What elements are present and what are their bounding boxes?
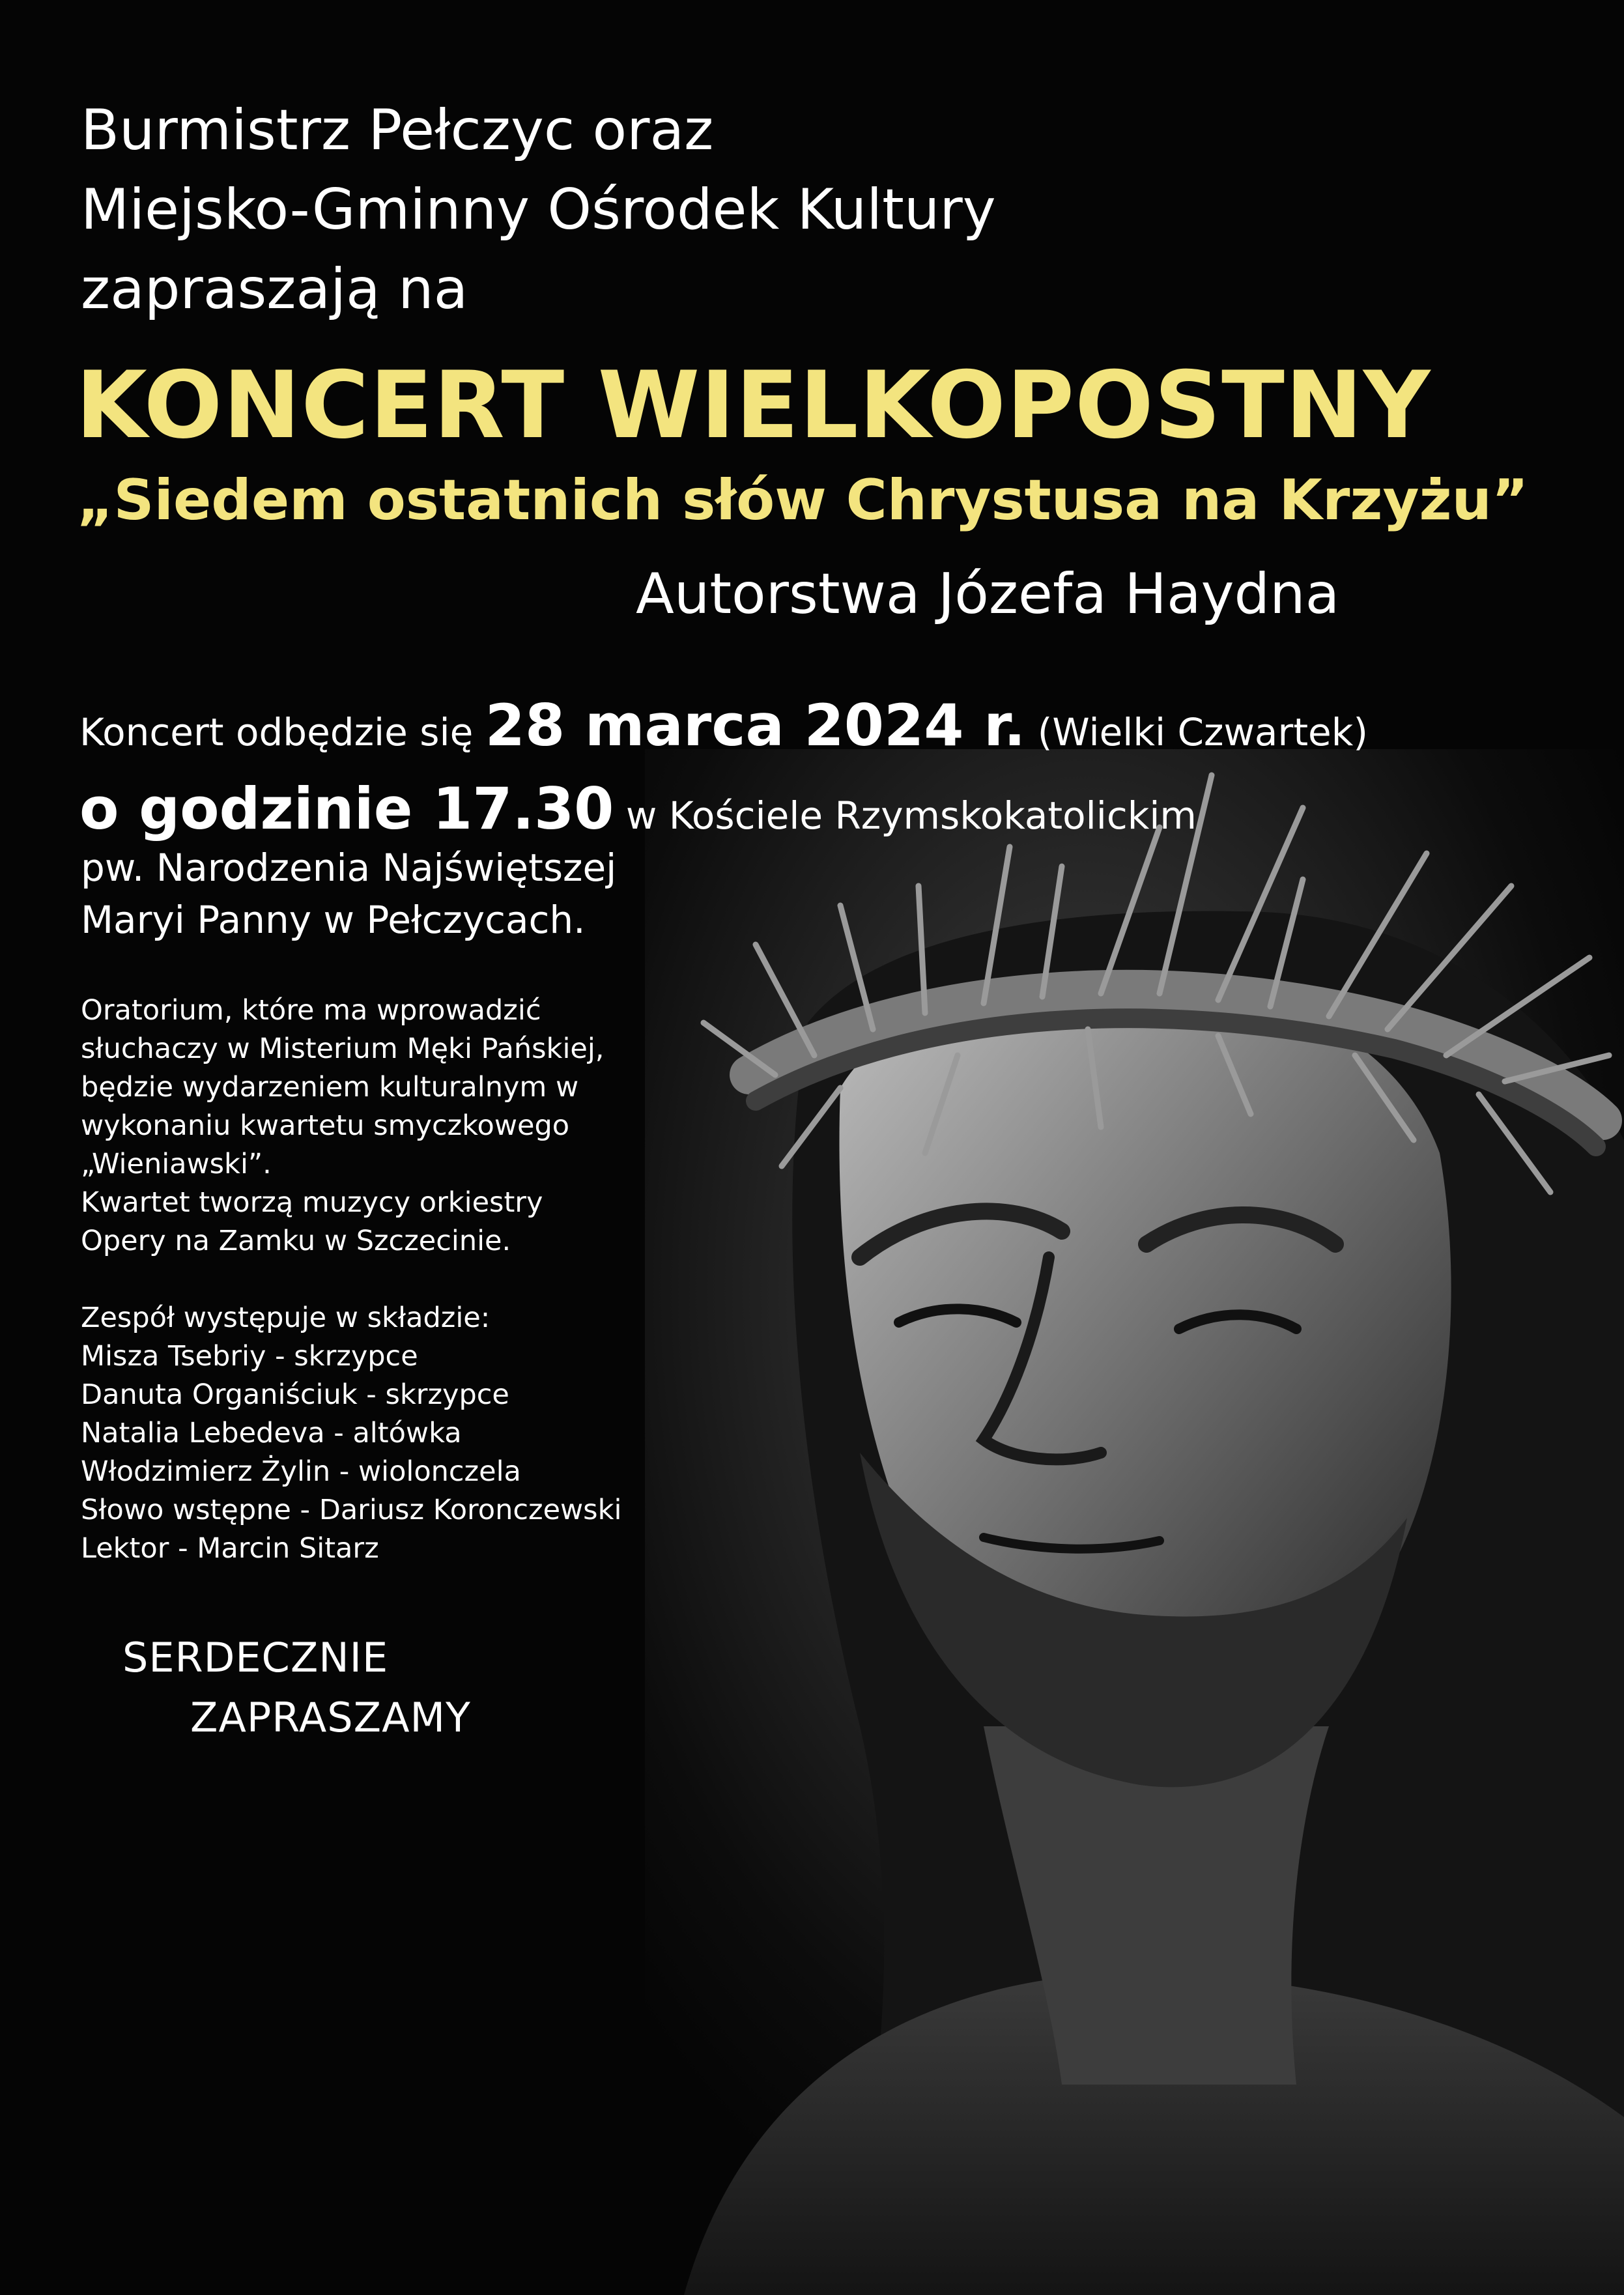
description-line: wykonaniu kwartetu smyczkowego xyxy=(81,1109,570,1142)
spacer xyxy=(81,1261,621,1299)
description-line: „Wieniawski”. xyxy=(81,1148,272,1180)
ensemble-member: Danuta Organiściuk - skrzypce xyxy=(81,1378,509,1411)
event-place-line-2: pw. Narodzenia Najświętszej xyxy=(81,846,617,890)
composer-credit: Autorstwa Józefa Haydna xyxy=(636,562,1340,627)
event-date-line xyxy=(79,692,1368,759)
ensemble-member: Natalia Lebedeva - altówka xyxy=(81,1417,462,1449)
event-time-line xyxy=(79,775,1197,842)
concert-title: KONCERT WIELKOPOSTNY xyxy=(76,352,1431,459)
description-line: będzie wydarzeniem kulturalnym w xyxy=(81,1071,579,1104)
concert-subtitle: „Siedem ostatnich słów Chrystusa na Krzyżu” xyxy=(77,468,1529,533)
closing-line-1: SERDECZNIE xyxy=(122,1634,389,1681)
event-place-line-3: Maryi Panny w Pełczycach. xyxy=(81,898,586,942)
description-line: słuchaczy w Misterium Męki Pańskiej, xyxy=(81,1033,605,1065)
ensemble-member: Misza Tsebriy - skrzypce xyxy=(81,1340,418,1373)
closing-line-2: ZAPRASZAMY xyxy=(190,1694,471,1741)
ensemble-member: Słowo wstępne - Dariusz Koronczewski xyxy=(81,1494,622,1526)
description-block xyxy=(81,991,621,1568)
organizer-line-1: Burmistrz Pełczyc oraz xyxy=(81,98,714,163)
event-date: 28 marca 2024 r. xyxy=(485,692,1026,759)
description-line: Opery na Zamku w Szczecinie. xyxy=(81,1225,511,1257)
description-line: Oratorium, które ma wprowadzić xyxy=(81,994,541,1027)
ensemble-member: Lektor - Marcin Sitarz xyxy=(81,1532,379,1565)
thorn-crowned-figure-illustration xyxy=(645,749,1624,2295)
event-time: o godzinie 17.30 xyxy=(79,775,614,842)
ensemble-member: Włodzimierz Żylin - wiolonczela xyxy=(81,1455,521,1488)
organizer-line-3: zapraszają na xyxy=(81,257,468,322)
date-prefix: Koncert odbędzie się xyxy=(79,710,474,754)
date-suffix: (Wielki Czwartek) xyxy=(1037,710,1368,754)
ensemble-heading: Zespół występuje w składzie: xyxy=(81,1302,491,1334)
event-place-line-1: w Kościele Rzymskokatolickim xyxy=(625,793,1197,838)
description-line: Kwartet tworzą muzycy orkiestry xyxy=(81,1186,543,1219)
organizer-line-2: Miejsko-Gminny Ośrodek Kultury xyxy=(81,177,996,242)
